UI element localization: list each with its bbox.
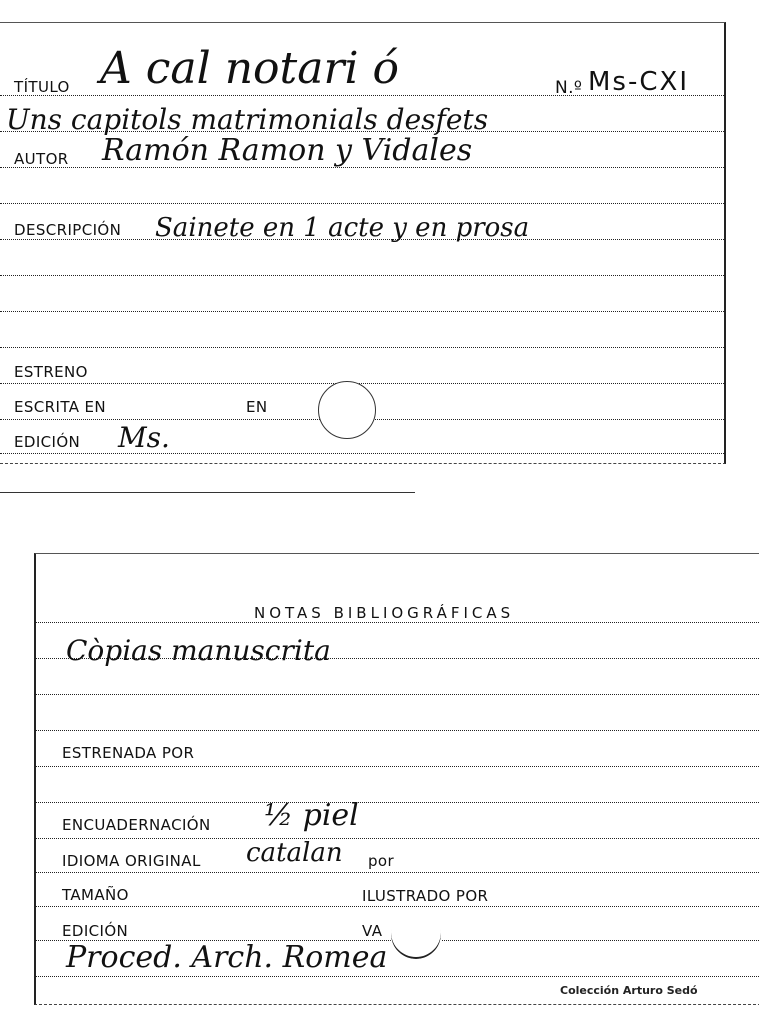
rule-line	[36, 622, 759, 623]
divider-line	[0, 492, 415, 493]
escrita-en-label: ESCRITA EN	[14, 398, 107, 416]
procedencia-value: Proced. Arch. Romea	[66, 940, 388, 975]
ilustrado-label: ILUSTRADO POR	[362, 887, 489, 905]
idioma-value: catalan	[246, 838, 343, 868]
rule-line	[36, 838, 759, 839]
descripcion-value: Sainete en 1 acte y en prosa	[155, 213, 530, 243]
rule-line	[0, 383, 724, 384]
numero-label: N.º	[555, 78, 583, 98]
rule-line	[36, 906, 759, 907]
catalog-card-top	[0, 22, 726, 464]
subtitle-value: Uns capitols matrimonials desfets	[6, 103, 489, 136]
estreno-label: ESTRENO	[14, 363, 88, 381]
en-label: EN	[246, 398, 268, 416]
idioma-label: IDIOMA ORIGINAL	[62, 852, 201, 870]
rule-line	[0, 275, 724, 276]
autor-label: AUTOR	[14, 150, 69, 168]
numero-value: Ms-CXI	[588, 67, 689, 97]
edicion-label: EDICIÓN	[14, 433, 81, 451]
rule-line	[0, 203, 724, 204]
rule-line	[36, 694, 759, 695]
notas-value: Còpias manuscrita	[66, 634, 331, 667]
estrenada-por-label: ESTRENADA POR	[62, 744, 195, 762]
titulo-value: A cal notari ó	[100, 43, 400, 94]
descripcion-label: DESCRIPCIÓN	[14, 221, 122, 239]
por-label: por	[368, 852, 395, 870]
rule-line	[36, 976, 759, 977]
punch-hole	[390, 908, 442, 960]
titulo-label: TÍTULO	[14, 78, 70, 96]
tamano-label: TAMAÑO	[62, 886, 129, 904]
encuadernacion-value: ½ piel	[264, 798, 359, 833]
rule-line	[36, 802, 759, 803]
collection-credit: Colección Arturo Sedó	[560, 984, 698, 997]
edicion-label-bottom: EDICIÓN	[62, 922, 129, 940]
rule-line	[0, 347, 724, 348]
encuadernacion-label: ENCUADERNACIÓN	[62, 816, 211, 834]
rule-line	[36, 730, 759, 731]
rule-line	[0, 453, 724, 454]
catalog-card-bottom	[34, 553, 759, 1005]
rule-line	[36, 872, 759, 873]
notas-heading: NOTAS BIBLIOGRÁFICAS	[254, 604, 515, 622]
punch-hole	[318, 381, 376, 439]
rule-line	[36, 766, 759, 767]
va-label: VA	[362, 922, 383, 940]
rule-line	[0, 311, 724, 312]
autor-value: Ramón Ramon y Vidales	[102, 133, 473, 168]
edicion-value: Ms.	[118, 421, 170, 454]
